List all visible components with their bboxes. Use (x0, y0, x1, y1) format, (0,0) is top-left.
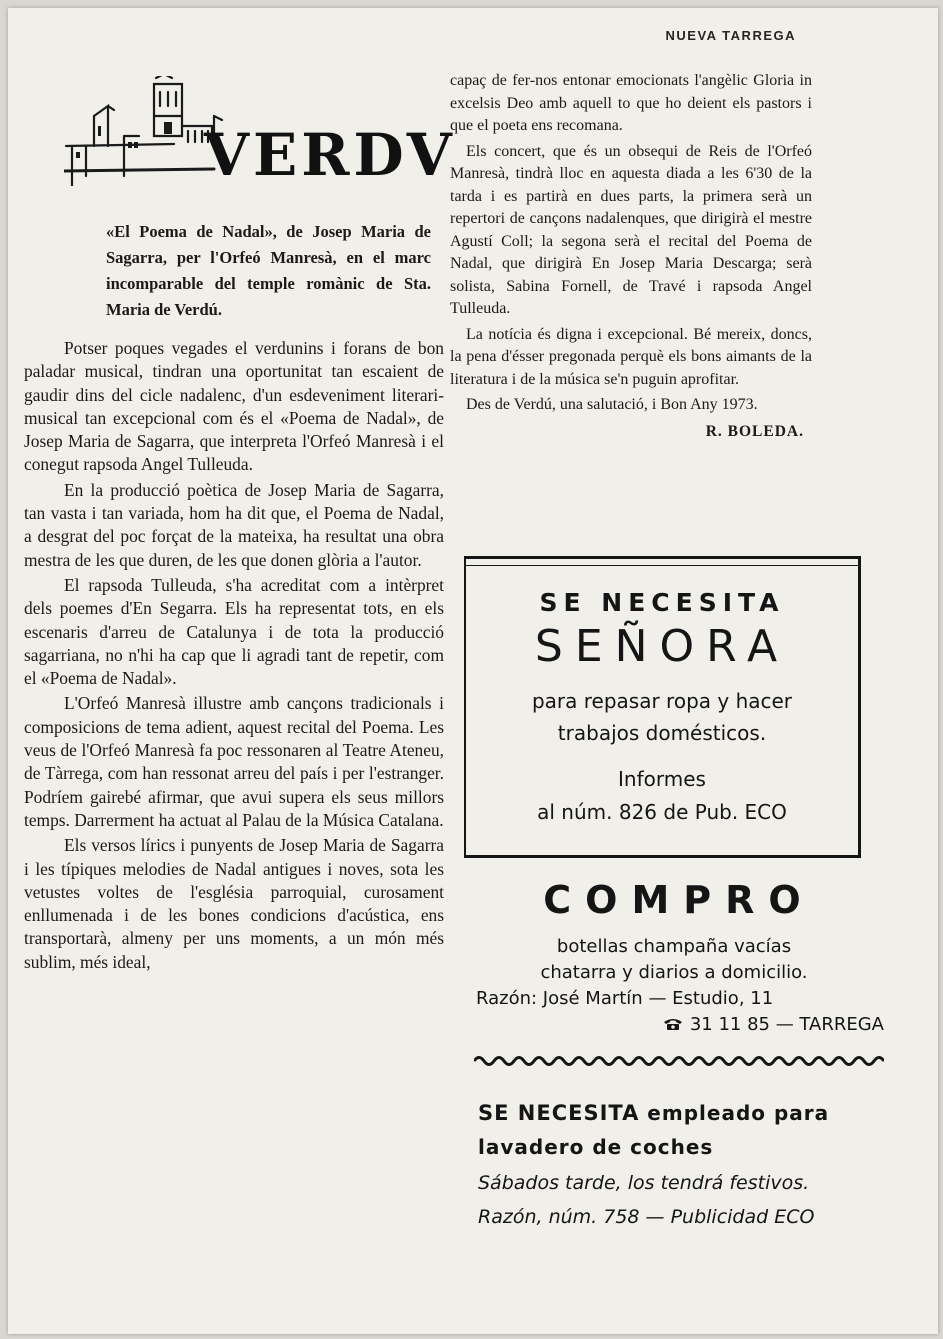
ad-inner-frame (466, 565, 858, 856)
paragraph: Els versos lírics i punyents de Josep Maria de Sagarra i les típiques melodies de Nadal antigues i noves, sota les vetustes voltes de l'església parroquial, curosament enllumenada i de les bones condicions d'acústica, ens transportarà, almeny per uns moments, a un món més sublim, més ideal, (24, 835, 444, 972)
newspaper-page (8, 8, 938, 1334)
ad-line-rest: empleado para (639, 1101, 830, 1125)
right-column (450, 70, 812, 441)
article-body-left (24, 337, 444, 974)
verdu-skyline-illustration (64, 76, 224, 186)
wavy-divider (474, 1054, 884, 1068)
ad-line: botellas champaña vacías (556, 935, 792, 957)
article-subtitle: «El Poema de Nadal», de Josep Maria de Sagarra, per l'Orfeó Manresà, en el marc incomparable del temple romànic de Sta. Maria de Verdú. (106, 222, 431, 319)
masthead (24, 68, 456, 203)
ad-phone (464, 1012, 884, 1038)
ad-razon: Razón: José Martín — Estudio, 11 (476, 987, 774, 1009)
paragraph: L'Orfeó Manresà illustre amb cançons tradicionals i composicions de tema adient, aquest recital del Poema. Les veus de l'Orfeó Manresà fa poc ressonaren al Teatre Ateneu, de Tàrrega, com han ressonat arreu del país i per l'estranger. Podríem gairebé afirmar, que avui supera els seus millors temps. Darrerment ha actuat al Palau de la Música Catalana. (24, 693, 444, 830)
author-signature: R. BOLEDA. (705, 422, 804, 440)
ad-line: Sábados tarde, los tendrá festivos. (478, 1172, 810, 1194)
left-column (24, 68, 456, 976)
paragraph: La notícia és digna i excepcional. Bé mereix, doncs, la pena d'ésser pregonada perquè els bons aimants de la literatura i de la música se'n puguin aprofitar. (450, 325, 812, 388)
article-body-right (450, 70, 812, 417)
ad-line: lavadero de coches (478, 1135, 714, 1159)
ad-phone-text: 31 11 85 — TARREGA (689, 1013, 884, 1035)
ad-line: trabajos domésticos. (557, 721, 767, 746)
ad-line: para repasar ropa y hacer (531, 689, 793, 714)
ad-compro (464, 880, 884, 1038)
paragraph: capaç de fer-nos entonar emocionats l'angèlic Gloria in excelsis Deo amb aquell to que ho deient els pastors i que el poeta ens recomana. (450, 72, 812, 134)
ad-info: Informes (618, 767, 706, 792)
ad-line (478, 1098, 878, 1128)
ad-title: COMPRO (543, 878, 815, 922)
ad-heading: SE NECESITA (478, 1101, 640, 1125)
ad-heading: SE NECESITA (539, 588, 785, 617)
paragraph: Potser poques vegades el verdunins i forans de bon paladar musical, tindran una oportunitat tan escaient de gaudir dins del cicle nadalenc, d'un esdeveniment literari-musical tan excepcional com és el «Poema de Nadal», de Josep Maria de Sagarra, que interpreta l'Orfeó Manresà i el conegut rapsoda Angel Tulleuda. (24, 338, 444, 475)
paragraph: En la producció poètica de Josep Maria de Sagarra, tan vasta i tan variada, hom ha dit que, el Poema de Nadal, a desgrat del poc forçat de la mateixa, ha resultat una obra mestra de les que duren, de les que donen glòria a l'autor. (24, 479, 444, 570)
telephone-icon (662, 1017, 684, 1031)
ad-empleado-lavadero (478, 1098, 878, 1234)
running-head: NUEVA TARREGA (665, 28, 796, 43)
paragraph: El rapsoda Tulleuda, s'ha acreditat com a intèrpret dels poemes d'En Segarra. Els ha representat tots, en els escenaris d'arreu de Catalunya i de tota la producció sagarriana, no n'hi ha cap que li agradi tant de repetir, com el «Poema de Nadal». (24, 574, 444, 689)
ad-line: chatarra y diarios a domicilio. (540, 961, 808, 983)
ad-info: al núm. 826 de Pub. ECO (537, 800, 787, 825)
paragraph: Els concert, que és un obsequi de Reis de l'Orfeó Manresà, tindrà lloc en aquesta diada a les 6'30 de la tarda i es partirà en dues parts, la primera serà un repertori de cançons nadalenques, que dirigirà el mestre Agustí Coll; la segona serà el recital del Poema de Nadal, que dirigirà En Josep Maria Descarga; serà solista, Sabina Fornell, de Travé i rapsoda Angel Tulleuda. (450, 142, 812, 317)
ad-title: SEÑORA (534, 621, 790, 672)
ad-se-necesita-senora (464, 556, 861, 858)
masthead-title: VERDV (204, 121, 456, 189)
ad-line: Razón, núm. 758 — Publicidad ECO (478, 1206, 815, 1228)
paragraph: Des de Verdú, una salutació, i Bon Any 1973. (466, 396, 758, 413)
